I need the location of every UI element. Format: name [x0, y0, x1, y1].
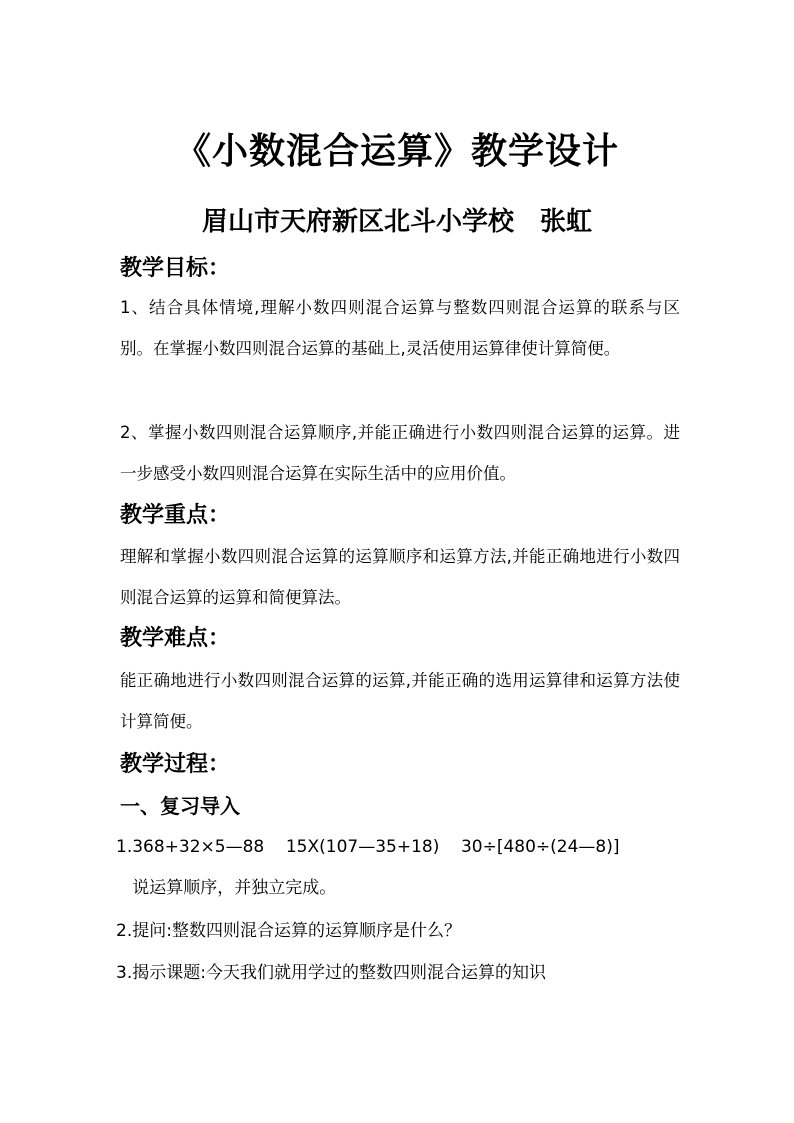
difficult-points-paragraph: 能正确地进行小数四则混合运算的运算,并能正确的选用运算律和运算方法使计算简便。	[120, 671, 680, 731]
author-line	[0, 204, 794, 240]
key-points-paragraph: 理解和掌握小数四则混合运算的运算顺序和运算方法,并能正确地进行小数四则混合运算的运算和简便算法。	[120, 547, 680, 607]
process-heading: 教学过程：	[120, 751, 231, 777]
author-school: 眉山市天府新区北斗小学校	[201, 207, 514, 237]
key-points-heading: 教学重点：	[120, 502, 231, 528]
review-item-1: 1.368+32×5—88 15X(107—35+18) 30÷[480÷(24—8)]	[116, 837, 620, 857]
author-name: 张虹	[540, 207, 593, 237]
goal-2-paragraph: 2、掌握小数四则混合运算顺序,并能正确进行小数四则混合运算的运算。进一步感受小数四则混合运算在实际生活中的应用价值。	[120, 423, 680, 483]
document-title: 《小数混合运算》教学设计	[174, 130, 619, 172]
goal-1-paragraph: 1、结合具体情境,理解小数四则混合运算与整数四则混合运算的联系与区别。在掌握小数四则混合运算的基础上,灵活使用运算律使计算简便。	[120, 298, 680, 358]
review-item-3: 3.揭示课题:今天我们就用学过的整数四则混合运算的知识	[116, 963, 546, 983]
review-item-1-note: 说运算顺序，并独立完成。	[116, 878, 337, 898]
goals-heading: 教学目标：	[120, 255, 231, 281]
part-1-heading: 一、复习导入	[120, 794, 240, 818]
review-item-2: 2.提问:整数四则混合运算的运算顺序是什么？	[116, 921, 461, 941]
difficult-points-heading: 教学难点：	[120, 625, 231, 651]
